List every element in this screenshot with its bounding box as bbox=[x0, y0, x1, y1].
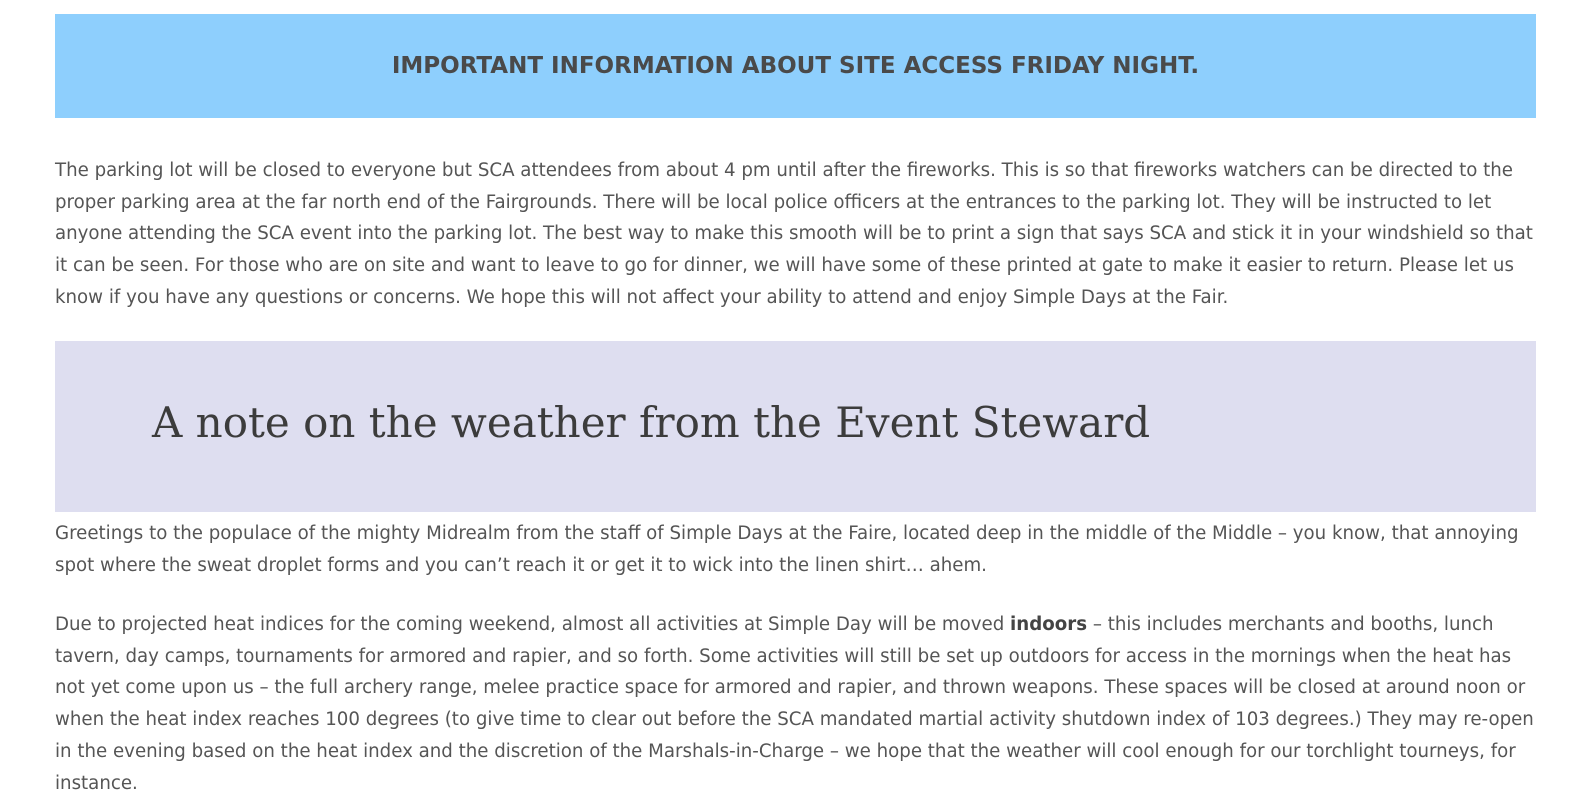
parking-paragraph: The parking lot will be closed to everyone but SCA attendees from about 4 pm until after the fireworks. This is so that fireworks watchers can be directed to the proper parking area at the far north end of the Fairgrounds. There will be local police officers at the entrances to the parking lot. They will be instructed to let anyone attending the SCA event into the parking lot. The best way to make this smooth will be to print a sign that says SCA and stick it in your windshield so that it can be seen. For those who are on site and want to leave to go for dinner, we will have some of these printed at gate to make it easier to return. Please let us know if you have any questions or concerns. We hope this will not affect your ability to attend and enjoy Simple Days at the Fair. bbox=[55, 160, 1533, 308]
banner-title: IMPORTANT INFORMATION ABOUT SITE ACCESS FRIDAY NIGHT. bbox=[391, 53, 1200, 79]
heat-rest-text: – this includes merchants and booths, lunch tavern, day camps, tournaments for armored and rapier, and so forth. Some activities will still be set up outdoors for access in the mornings when the heat has not yet come upon us – the full archery range, melee practice space for armored and rapier, and thrown weapons. These spaces will be closed at around noon or when the heat index reaches 100 degrees (to give time to clear out before the SCA mandated martial activity shutdown index of 103 degrees.) They may re-open in the evening based on the heat index and the discretion of the Marshals-in-Charge – we hope that the weather will cool enough for our torchlight tourneys, for instance. bbox=[55, 614, 1534, 793]
indoors-emphasis: indoors bbox=[1010, 614, 1088, 635]
weather-heading-box bbox=[55, 341, 1536, 512]
heat-paragraph bbox=[55, 609, 1536, 793]
weather-heading: A note on the weather from the Event Steward bbox=[152, 398, 1151, 447]
site-access-banner bbox=[55, 14, 1536, 118]
greeting-paragraph: Greetings to the populace of the mighty Midrealm from the staff of Simple Days at the Faire, located deep in the middle of the Middle – you know, that annoying spot where the sweat droplet forms and you can’t reach it or get it to wick into the linen shirt… ahem. bbox=[55, 523, 1519, 576]
heat-intro-text: Due to projected heat indices for the coming weekend, almost all activities at Simple Day will be moved bbox=[55, 614, 1011, 635]
